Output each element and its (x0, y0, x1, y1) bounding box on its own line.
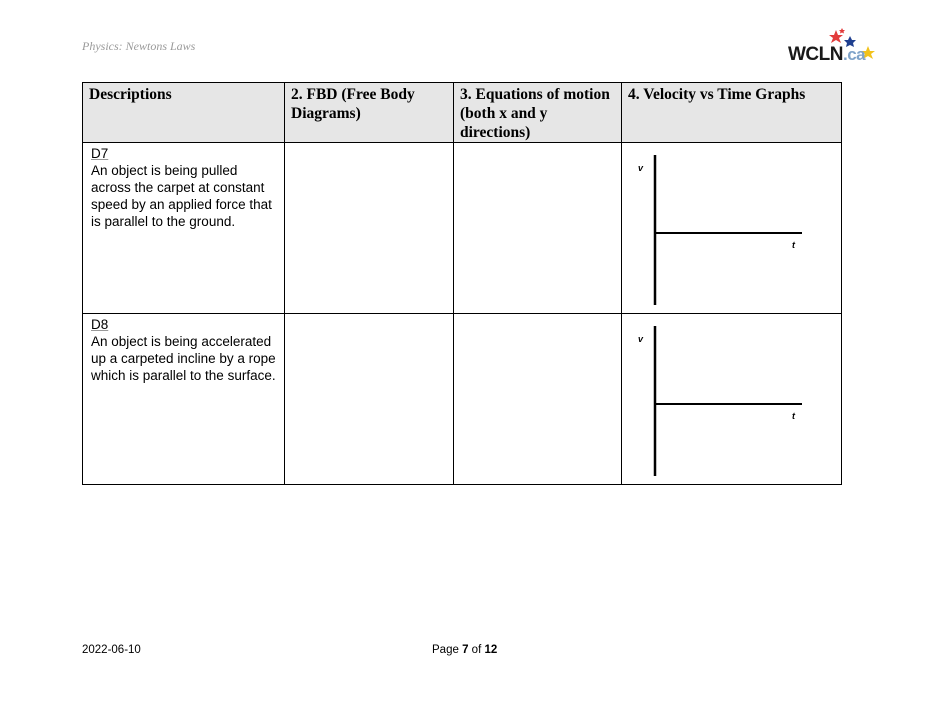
document-header-title: Physics: Newtons Laws (82, 39, 196, 53)
description-cell (83, 143, 285, 314)
table-row (83, 314, 842, 485)
logo-suffix: .ca (842, 45, 866, 64)
v-axis-label: v (638, 163, 644, 173)
t-axis-label: t (792, 240, 795, 250)
graph-cell[interactable] (622, 314, 842, 485)
question-text: An object is being pulled across the carpet at constant speed by an applied force that is parallel to the ground. (91, 163, 272, 229)
velocity-time-graph (622, 314, 841, 484)
worksheet-table (82, 82, 842, 485)
page-of: of (471, 644, 482, 656)
column-header-descriptions: Descriptions (83, 83, 285, 143)
question-id: D8 (91, 317, 109, 332)
question-text: An object is being accelerated up a carpeted incline by a rope which is parallel to the surface. (91, 334, 276, 383)
velocity-time-graph (622, 143, 841, 313)
v-axis-label: v (638, 334, 644, 344)
wcln-logo (788, 28, 880, 68)
column-header-graphs: 4. Velocity vs Time Graphs (622, 83, 842, 143)
footer-page-number (432, 644, 497, 656)
graph-cell[interactable] (622, 143, 842, 314)
table-row (83, 143, 842, 314)
equations-answer-cell[interactable] (454, 314, 622, 485)
fbd-answer-cell[interactable] (285, 314, 454, 485)
page-total: 12 (484, 644, 498, 656)
column-header-equations: 3. Equations of motion (both x and y directions) (454, 83, 622, 143)
question-id: D7 (91, 146, 109, 161)
description-cell (83, 314, 285, 485)
footer-date: 2022-06-10 (82, 644, 141, 656)
page-current: 7 (462, 644, 469, 656)
t-axis-label: t (792, 411, 795, 421)
column-header-fbd: 2. FBD (Free Body Diagrams) (285, 83, 454, 143)
fbd-answer-cell[interactable] (285, 143, 454, 314)
equations-answer-cell[interactable] (454, 143, 622, 314)
table-header-row (83, 83, 842, 143)
page-prefix: Page (432, 644, 459, 656)
logo-name: WCLN (788, 44, 843, 65)
